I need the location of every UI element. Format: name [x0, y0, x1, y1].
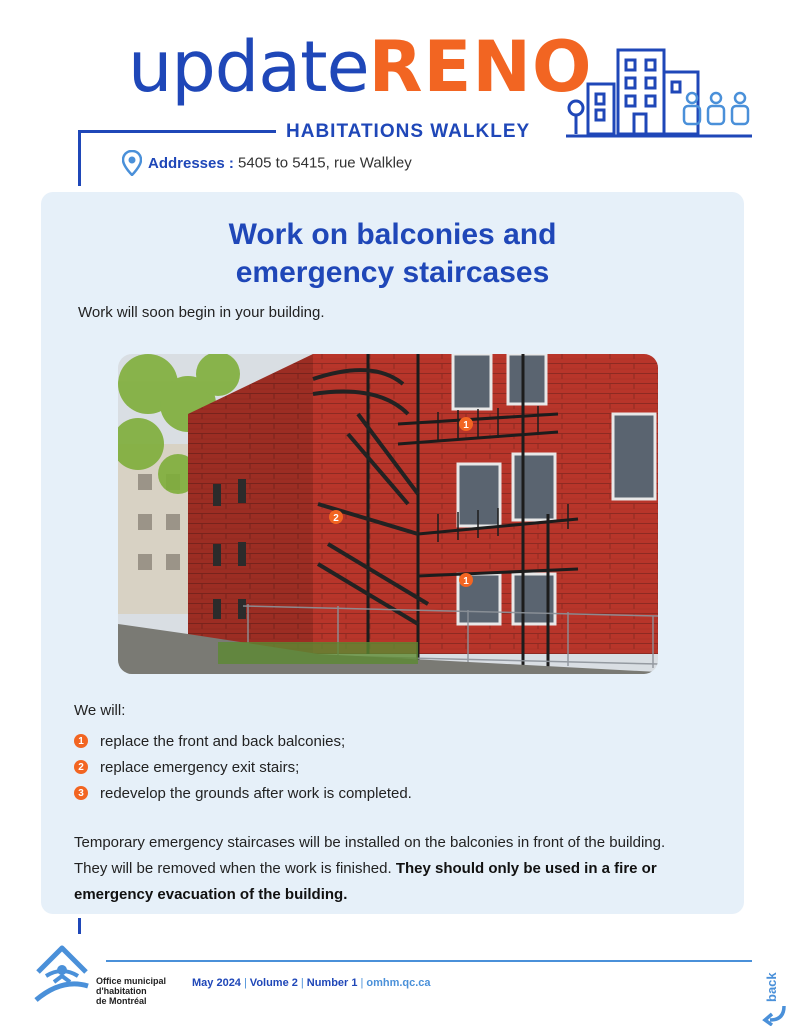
- intro-text: Work will soon begin in your building.: [78, 304, 325, 321]
- title-line-1: Work on balconies and: [228, 218, 557, 251]
- brand-reno-text: RENO: [368, 26, 593, 108]
- photo-marker-1b: [459, 573, 473, 587]
- header-frame-vertical: [78, 130, 81, 186]
- address-label: Addresses :: [148, 154, 234, 172]
- project-subtitle: HABITATIONS WALKLEY: [286, 121, 531, 142]
- address-value: 5405 to 5415, rue Walkley: [233, 154, 412, 172]
- list-item-text: replace the front and back balconies;: [100, 732, 346, 750]
- list-item-text: replace emergency exit stairs;: [100, 758, 300, 776]
- list-number-badge: 2: [74, 760, 88, 774]
- list-item: [74, 780, 412, 806]
- notice-bold-text: They should only be used in a fire or emergency evacuation of the building.: [74, 860, 657, 903]
- brand-logo: [128, 26, 592, 126]
- issue-info: May 2024 | Volume 2 | Number 1 | omhm.qc.ca: [192, 977, 431, 989]
- svg-text:1: 1: [463, 576, 469, 587]
- header-frame-line: [78, 130, 276, 133]
- list-number-badge: 1: [74, 734, 88, 748]
- notice-text: Temporary emergency staircases will be installed on the balconies in front of the building. They will be removed when the work is finished.: [74, 834, 666, 877]
- back-arrow-icon: [760, 1004, 790, 1026]
- list-item: [74, 754, 412, 780]
- issue-date: May 2024: [192, 977, 241, 989]
- location-pin-icon: [122, 150, 142, 176]
- org-line-1: Office municipal: [96, 976, 167, 986]
- footer-divider: [106, 960, 752, 962]
- list-item-text: redevelop the grounds after work is completed.: [100, 784, 412, 802]
- buildings-illustration-icon: [566, 46, 756, 142]
- org-line-2: d'habitation: [96, 986, 147, 996]
- building-photo: [118, 354, 658, 674]
- issue-volume: Volume 2: [249, 977, 298, 989]
- title-line-2: emergency staircases: [235, 256, 550, 289]
- we-will-heading: We will:: [74, 702, 126, 719]
- org-line-3: de Montréal: [96, 996, 147, 1006]
- back-button[interactable]: [760, 966, 790, 1026]
- organization-name: [96, 976, 166, 1006]
- photo-marker-1a: [459, 417, 473, 431]
- address-line: [122, 150, 412, 180]
- brand-update-text: update: [128, 26, 369, 108]
- back-label: back: [764, 972, 779, 1002]
- footer-tick: [78, 918, 81, 934]
- work-list: [74, 728, 412, 806]
- page-title: [41, 216, 744, 292]
- notice-paragraph: [74, 830, 674, 908]
- omhm-logo-icon: [34, 942, 90, 1004]
- svg-text:1: 1: [463, 420, 469, 431]
- svg-text:2: 2: [333, 513, 339, 524]
- website-link[interactable]: omhm.qc.ca: [366, 977, 431, 989]
- issue-number: Number 1: [306, 977, 358, 989]
- list-item: [74, 728, 412, 754]
- list-number-badge: 3: [74, 786, 88, 800]
- photo-marker-2: [329, 510, 343, 524]
